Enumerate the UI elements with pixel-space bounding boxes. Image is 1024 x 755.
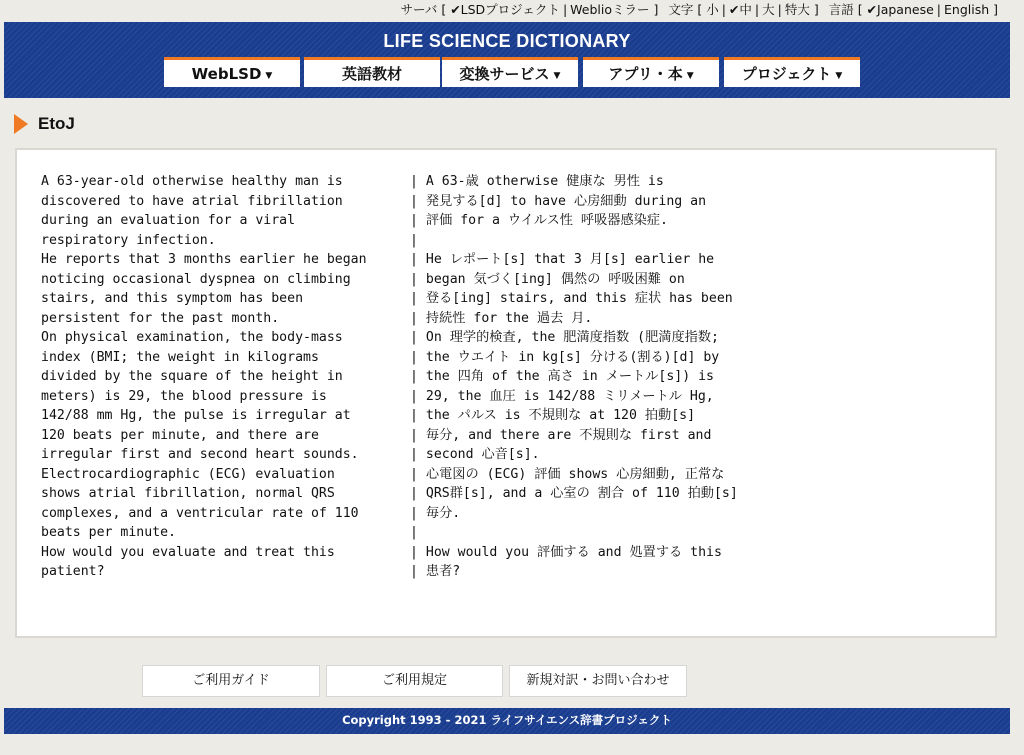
top-utility-bar (0, 0, 1024, 22)
server-option-lsd[interactable]: ✔LSDプロジェクト (450, 2, 560, 17)
server-label: サーバ (400, 2, 438, 17)
site-title[interactable]: LIFE SCIENCE DICTIONARY (383, 31, 631, 51)
nav-tab-apps-books[interactable] (583, 57, 719, 87)
nav-tab-label: 英語教材 (341, 65, 402, 83)
chevron-down-icon: ▼ (686, 71, 694, 81)
text-size-label: 文字 (668, 2, 694, 17)
server-option-weblio[interactable]: Weblioミラー (570, 2, 650, 17)
nav-tab-weblsd[interactable] (164, 57, 300, 87)
language-option-english[interactable]: English (944, 2, 990, 17)
arrow-right-icon (14, 114, 28, 134)
separator: | (936, 2, 941, 17)
nav-tab-label: 変換サービス (459, 65, 550, 83)
copyright-text: Copyright 1993 - 2021 ライフサイエンス辞書プロジェクト (342, 713, 672, 727)
translation-panel (15, 148, 997, 638)
contact-button[interactable]: 新規対訳・お問い合わせ (509, 665, 687, 697)
separator: | (777, 2, 782, 17)
nav-tab-label: プロジェクト (741, 65, 832, 83)
language-selector: 言語 [ ✔Japanese | English ] (828, 2, 998, 17)
text-size-xlarge[interactable]: 特大 (784, 2, 810, 17)
nav-tab-label: WebLSD (191, 65, 262, 83)
chevron-down-icon: ▼ (265, 71, 273, 81)
language-label: 言語 (828, 2, 854, 17)
chevron-down-icon: ▼ (835, 71, 843, 81)
japanese-translation-text: | A 63-歳 otherwise 健康な 男性 is | 発見する[d] to have 心房細動 during an | 評価 for a ウイルス性 呼吸器感染症. | | He レポート[s] that 3 月[s] earlier he | began 気づく[ing] 偶然の 呼吸困難 on | 登る[ing] stairs, and this 症状 has been | 持続性 for the 過去 月. | On 理学的検査, the 肥満度指数 (肥満度指数; | the ウエイト in kg[s] 分ける(割る)[d] by | the 四角 of the 高さ in メートル[s]) is | 29, the 血圧 is 142/88 ミリメートル Hg, | the パルス is 不規則な at 120 拍動[s] | 毎分, and there are 不規則な first and | second 心音[s]. | 心電図の (ECG) 評価 shows 心房細動, 正常な | QRS群[s], and a 心室の 割合 of 110 拍動[s] | 毎分. | | How would you 評価する and 処置する this | 患者? (410, 174, 738, 579)
separator: | (721, 2, 726, 17)
terms-of-use-button[interactable]: ご利用規定 (326, 665, 503, 697)
english-source-text: A 63-year-old otherwise healthy man is discovered to have atrial fibrillation during an evaluation for a viral respiratory infection. He reports that 3 months earlier he began noticing occasional dyspnea on climbing stairs, and this symptom has been persistent for the past month. On physical examination, the body-mass index (BMI; the weight in kilograms divided by the square of the height in meters) is 29, the blood pressure is 142/88 mm Hg, the pulse is irregular at 120 beats per minute, and there are irregular first and second heart sounds. Electrocardiographic (ECG) evaluation shows atrial fibrillation, normal QRS complexes, and a ventricular rate of 110 beats per minute. How would you evaluate and treat this patient? (41, 174, 367, 579)
language-option-japanese[interactable]: ✔Japanese (866, 2, 934, 17)
text-size-selector: 文字 [ 小 | ✔中 | 大 | 特大 ] (668, 2, 823, 17)
separator: | (754, 2, 760, 17)
nav-tab-english-materials[interactable] (304, 57, 440, 87)
section-heading (14, 112, 75, 136)
site-header (4, 22, 1010, 98)
nav-tab-label: アプリ・本 (608, 65, 683, 83)
text-size-small[interactable]: 小 (706, 2, 719, 17)
page-title: EtoJ (38, 114, 75, 133)
copyright-bar (4, 708, 1010, 734)
chevron-down-icon: ▼ (553, 71, 561, 81)
usage-guide-button[interactable]: ご利用ガイド (142, 665, 320, 697)
text-size-large[interactable]: 大 (762, 2, 775, 17)
server-selector: サーバ [ ✔LSDプロジェクト | Weblioミラー ] (400, 2, 663, 17)
nav-tab-project[interactable] (724, 57, 860, 87)
text-size-medium[interactable]: ✔中 (728, 2, 752, 17)
nav-tab-conversion-services[interactable] (442, 57, 578, 87)
separator: | (562, 2, 568, 17)
